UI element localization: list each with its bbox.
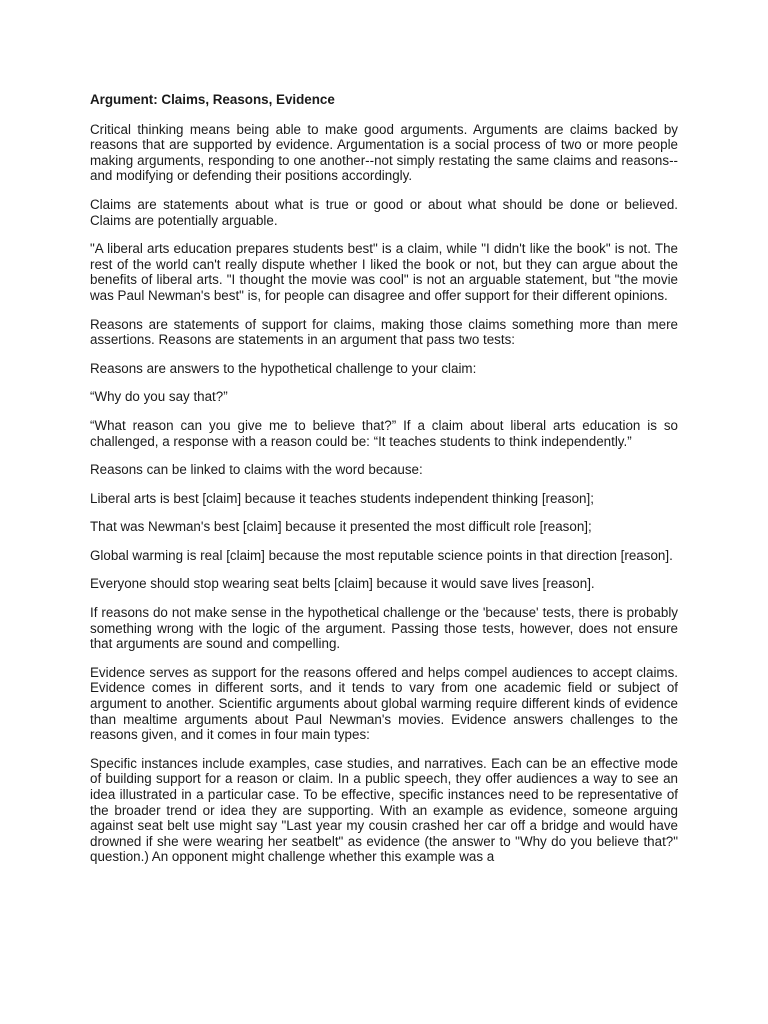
paragraph-logic-check: If reasons do not make sense in the hypothetical challenge or the 'because' tests, there is probably something wrong with the logic of the argument. Passing those tests, however, does not ensure that arguments are sound and compelling. [90, 605, 678, 652]
paragraph-why-question: “Why do you say that?” [90, 389, 228, 405]
paragraph-because-test: Reasons can be linked to claims with the word because: [90, 462, 423, 478]
paragraph-what-reason-question: “What reason can you give me to believe that?” If a claim about liberal arts education is so challenged, a response with a reason could be: “It teaches students to think independently.” [90, 417, 678, 449]
paragraph-reasons-test-one: Reasons are answers to the hypothetical challenge to your claim: [90, 360, 477, 376]
paragraph-reasons-definition: Reasons are statements of support for claims, making those claims something more than mere assertions. Reasons are statements in an argument that pass two tests: [90, 316, 678, 348]
paragraph-example-newman: That was Newman's best [claim] because it presented the most difficult role [reason]; [90, 519, 592, 535]
document-page [90, 92, 678, 878]
paragraph-claims-definition: Claims are statements about what is true or good or about what should be done or believed. Claims are potentially arguable. [90, 196, 678, 228]
paragraph-arguments-intro: Critical thinking means being able to make good arguments. Arguments are claims backed by reasons that are supported by evidence. Argumentation is a social process of two or more people making arguments, responding to one another--not simply restating the same claims and reasons--and modifying or defending their positions accordingly. [90, 121, 678, 184]
paragraph-specific-instances: Specific instances include examples, case studies, and narratives. Each can be an effective mode of building support for a reason or claim. In a public speech, they offer audiences a way to see an idea illustrated in a particular case. To be effective, specific instances need to be representative of the broader trend or idea they are supporting. With an example as evidence, someone arguing against seat belt use might say "Last year my cousin crashed her car off a bridge and would have drowned if she were wearing her seatbelt" as evidence (the answer to "Why do you believe that?" question.) An opponent might challenge whether this example was a [90, 755, 678, 865]
paragraph-evidence-definition: Evidence serves as support for the reasons offered and helps compel audiences to accept claims. Evidence comes in different sorts, and it tends to vary from one academic field or subject of argument to another. Scientific arguments about global warming require different kinds of evidence than mealtime arguments about Paul Newman's movies. Evidence answers challenges to the reasons given, and it comes in four main types: [90, 664, 678, 743]
document-title: Argument: Claims, Reasons, Evidence [90, 92, 335, 107]
paragraph-example-global-warming: Global warming is real [claim] because the most reputable science points in that direction [reason]. [90, 547, 673, 563]
paragraph-example-liberal-arts: Liberal arts is best [claim] because it teaches students independent thinking [reason]; [90, 490, 594, 506]
paragraph-claims-example: "A liberal arts education prepares students best" is a claim, while "I didn't like the book" is not. The rest of the world can't really dispute whether I liked the book or not, but they can argue about the benefits of liberal arts. "I thought the movie was cool" is not an arguable statement, but "the movie was Paul Newman's best" is, for people can disagree and offer support for their different opinions. [90, 241, 678, 303]
paragraph-example-seat-belts: Everyone should stop wearing seat belts [claim] because it would save lives [reason]. [90, 576, 595, 592]
